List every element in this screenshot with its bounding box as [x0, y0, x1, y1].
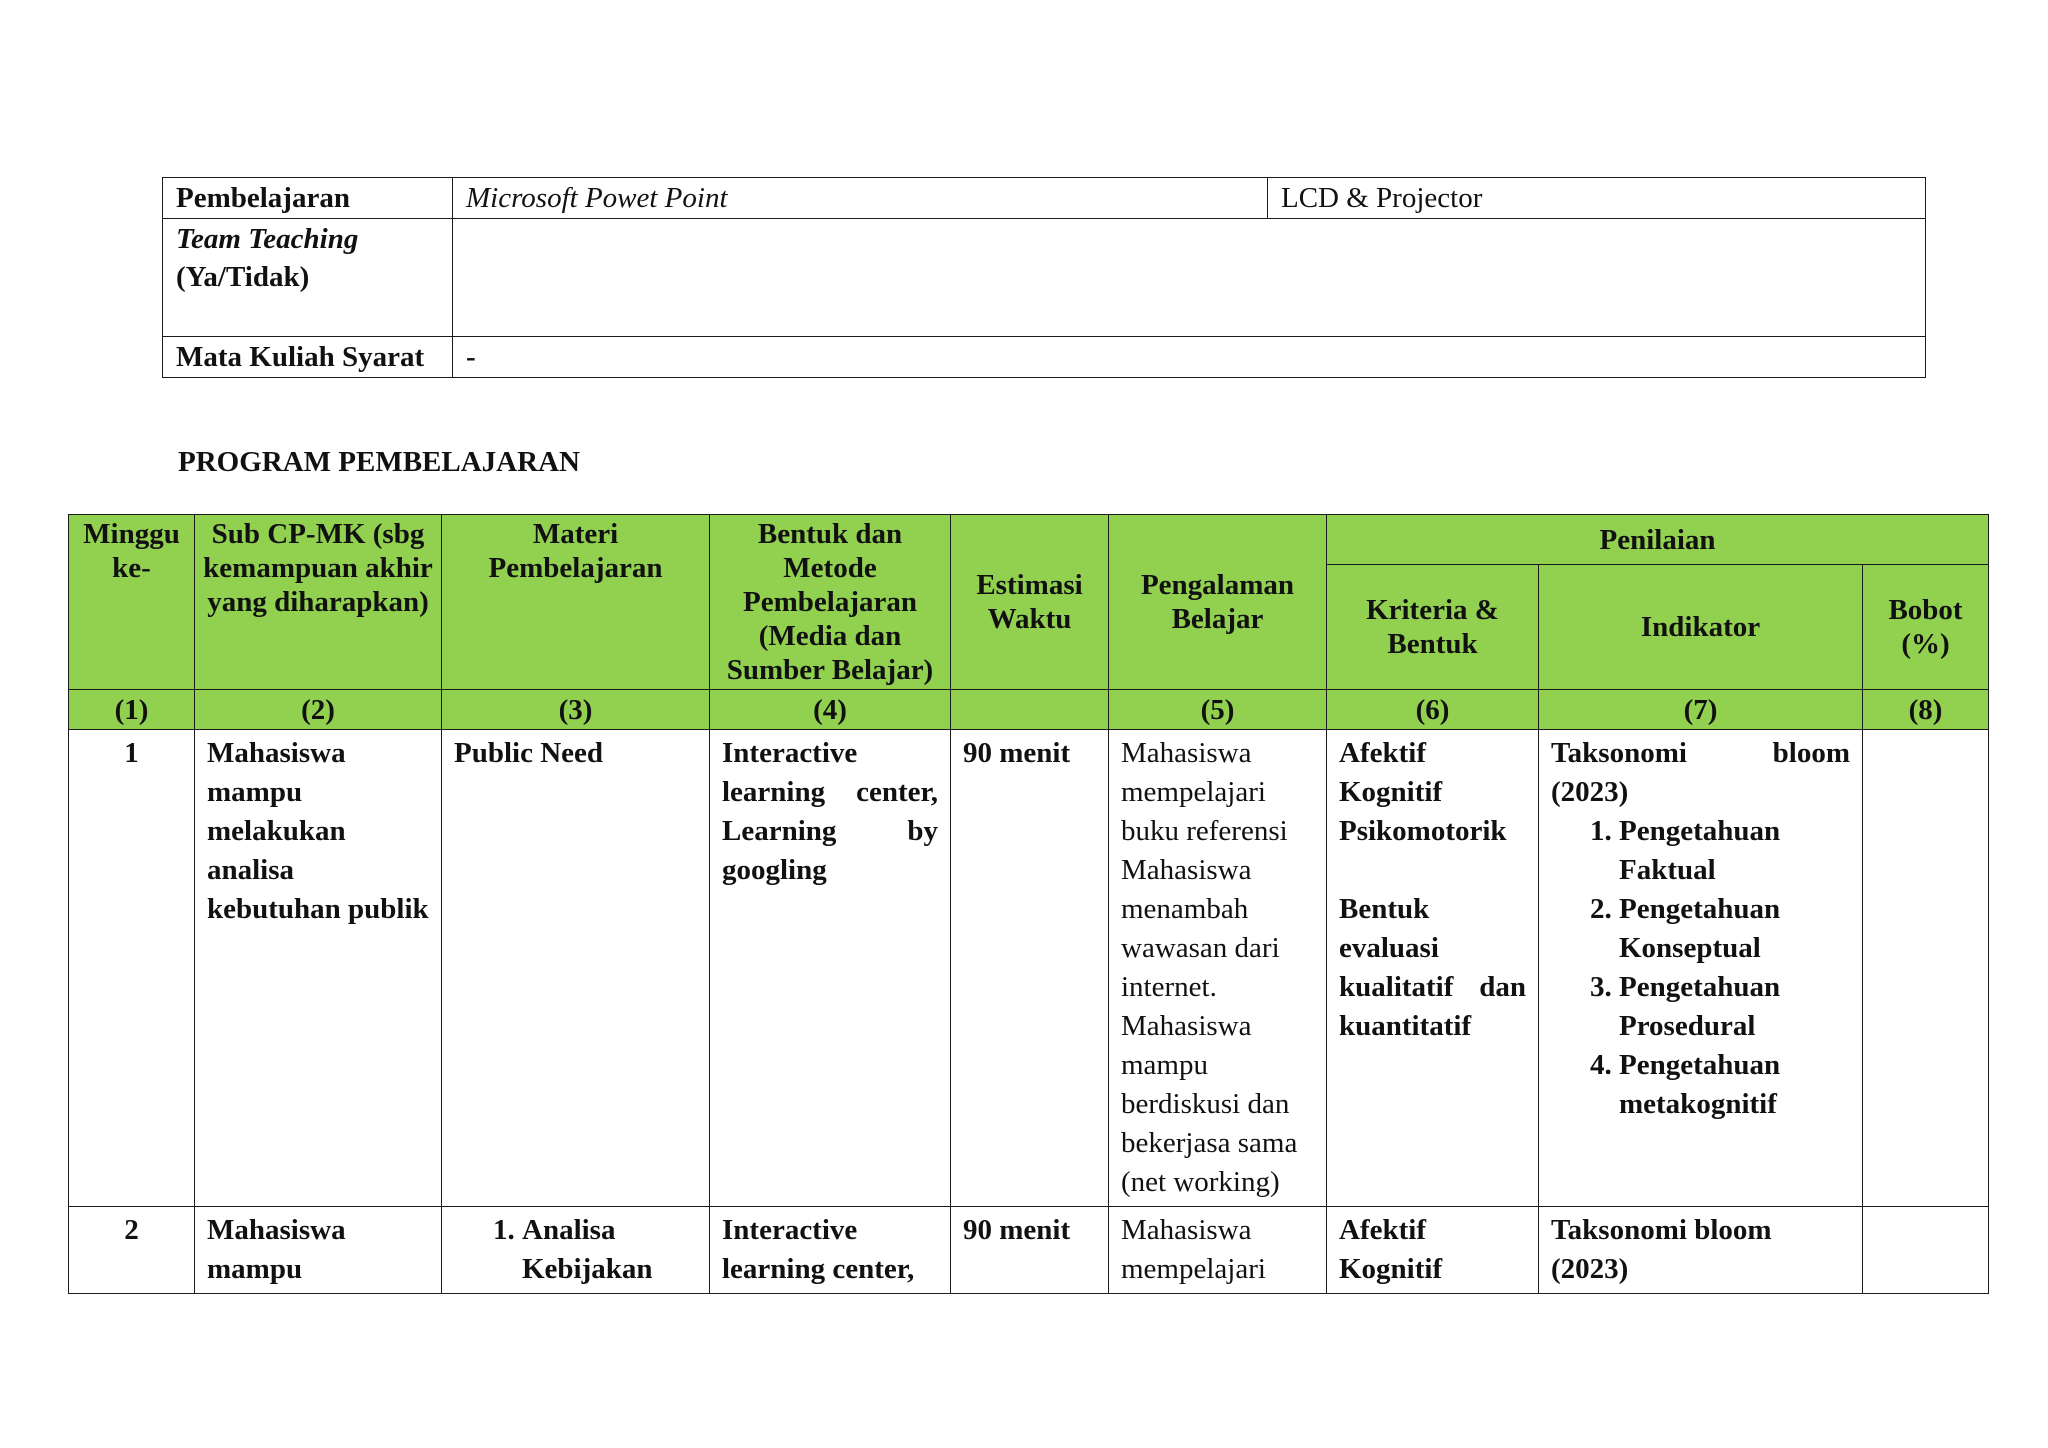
list-item: 2. Pengetahuan Konseptual: [1619, 890, 1850, 968]
section-title: PROGRAM PEMBELAJARAN: [178, 446, 580, 478]
kriteria-item: Afektif: [1339, 1214, 1426, 1246]
info-software: Microsoft Powet Point: [453, 178, 1268, 219]
program-table: [68, 514, 1989, 1294]
row1-bentuk-metode: Interactive learning center, Learning by googling: [710, 730, 951, 1207]
column-number-7: (7): [1539, 690, 1863, 730]
info-label-team-teaching: [163, 219, 453, 337]
column-number-row: [69, 690, 1989, 730]
list-item: 4. Pengetahuan metakognitif: [1619, 1046, 1850, 1124]
bentuk-evaluasi: Bentuk evaluasi kualitatif dan kuantitatif: [1339, 893, 1526, 1042]
column-number-4: (4): [710, 690, 951, 730]
column-number-2: (2): [195, 690, 442, 730]
header-bentuk-metode: Bentuk dan Metode Pembelajaran (Media dan Sumber Belajar): [710, 515, 951, 690]
row1-bobot: [1863, 730, 1989, 1207]
row1-materi: Public Need: [442, 730, 710, 1207]
table-row: [69, 730, 1989, 1207]
row2-bentuk-metode: Interactive learning center,: [710, 1207, 951, 1294]
table-row: [69, 1207, 1989, 1294]
column-number-blank: [951, 690, 1109, 730]
kriteria-item: Kognitif: [1339, 1253, 1443, 1285]
row1-subcpmk: Mahasiswa mampu melakukan analisa kebutuhan publik: [195, 730, 442, 1207]
indikator-title-a: Taksonomi: [1551, 737, 1687, 769]
list-item: 3. Pengetahuan Prosedural: [1619, 968, 1850, 1046]
info-row-mata-kuliah-syarat: [163, 337, 1926, 378]
info-mata-kuliah-syarat-value: -: [453, 337, 1926, 378]
header-subcpmk: Sub CP-MK (sbg kemampuan akhir yang diharapkan): [195, 515, 442, 690]
kriteria-item: Afektif: [1339, 737, 1426, 769]
kriteria-item: Kognitif: [1339, 776, 1443, 808]
team-teaching-option: (Ya/Tidak): [176, 261, 310, 293]
row1-indikator: [1539, 730, 1863, 1207]
header-minggu: Minggu ke-: [69, 515, 195, 690]
blank-line: [1339, 851, 1526, 890]
header-estimasi: Estimasi Waktu: [951, 515, 1109, 690]
column-number-1: (1): [69, 690, 195, 730]
pengalaman-item: Mahasiswa mempelajari buku referensi: [1121, 737, 1288, 847]
info-row-pembelajaran: [163, 178, 1926, 219]
row2-minggu: 2: [69, 1207, 195, 1294]
list-item: 1. Pengetahuan Faktual: [1619, 812, 1850, 890]
header-materi: Materi Pembelajaran: [442, 515, 710, 690]
header-row-1: [69, 515, 1989, 565]
indikator-title-b: bloom: [1772, 737, 1850, 769]
info-hardware: LCD & Projector: [1268, 178, 1926, 219]
row2-bobot: [1863, 1207, 1989, 1294]
row2-indikator: Taksonomi bloom (2023): [1539, 1207, 1863, 1294]
materi-list: [454, 1211, 697, 1289]
info-label-mata-kuliah-syarat: Mata Kuliah Syarat: [163, 337, 453, 378]
row1-estimasi: 90 menit: [951, 730, 1109, 1207]
column-number-6: (6): [1327, 690, 1539, 730]
header-pengalaman: Pengalaman Belajar: [1109, 515, 1327, 690]
row1-minggu: 1: [69, 730, 195, 1207]
row2-estimasi: 90 menit: [951, 1207, 1109, 1294]
list-item: 1. Analisa Kebijakan: [522, 1211, 697, 1289]
header-kriteria: Kriteria & Bentuk: [1327, 565, 1539, 690]
info-row-team-teaching: [163, 219, 1926, 337]
indikator-year: (2023): [1551, 776, 1629, 808]
header-bobot: Bobot (%): [1863, 565, 1989, 690]
column-number-8: (8): [1863, 690, 1989, 730]
indikator-title: [1551, 734, 1850, 773]
header-penilaian: Penilaian: [1327, 515, 1989, 565]
pengalaman-item: Mahasiswa menambah wawasan dari internet.: [1121, 854, 1280, 1003]
info-team-teaching-value: [453, 219, 1926, 337]
pengalaman-item: Mahasiswa mampu berdiskusi dan bekerjasa sama (net working): [1121, 1010, 1298, 1198]
header-indikator: Indikator: [1539, 565, 1863, 690]
column-number-5: (5): [1109, 690, 1327, 730]
kriteria-item: Psikomotorik: [1339, 815, 1507, 847]
row1-pengalaman: [1109, 730, 1327, 1207]
row2-pengalaman: [1109, 1207, 1327, 1294]
row2-kriteria: [1327, 1207, 1539, 1294]
column-number-3: (3): [442, 690, 710, 730]
info-label-pembelajaran: Pembelajaran: [163, 178, 453, 219]
indikator-list: [1551, 812, 1850, 1124]
row1-kriteria: [1327, 730, 1539, 1207]
pengalaman-item: Mahasiswa mempelajari: [1121, 1214, 1266, 1285]
team-teaching-italic: Team Teaching: [176, 223, 359, 255]
info-table: [162, 177, 1926, 378]
row2-materi: [442, 1207, 710, 1294]
row2-subcpmk: Mahasiswa mampu: [195, 1207, 442, 1294]
